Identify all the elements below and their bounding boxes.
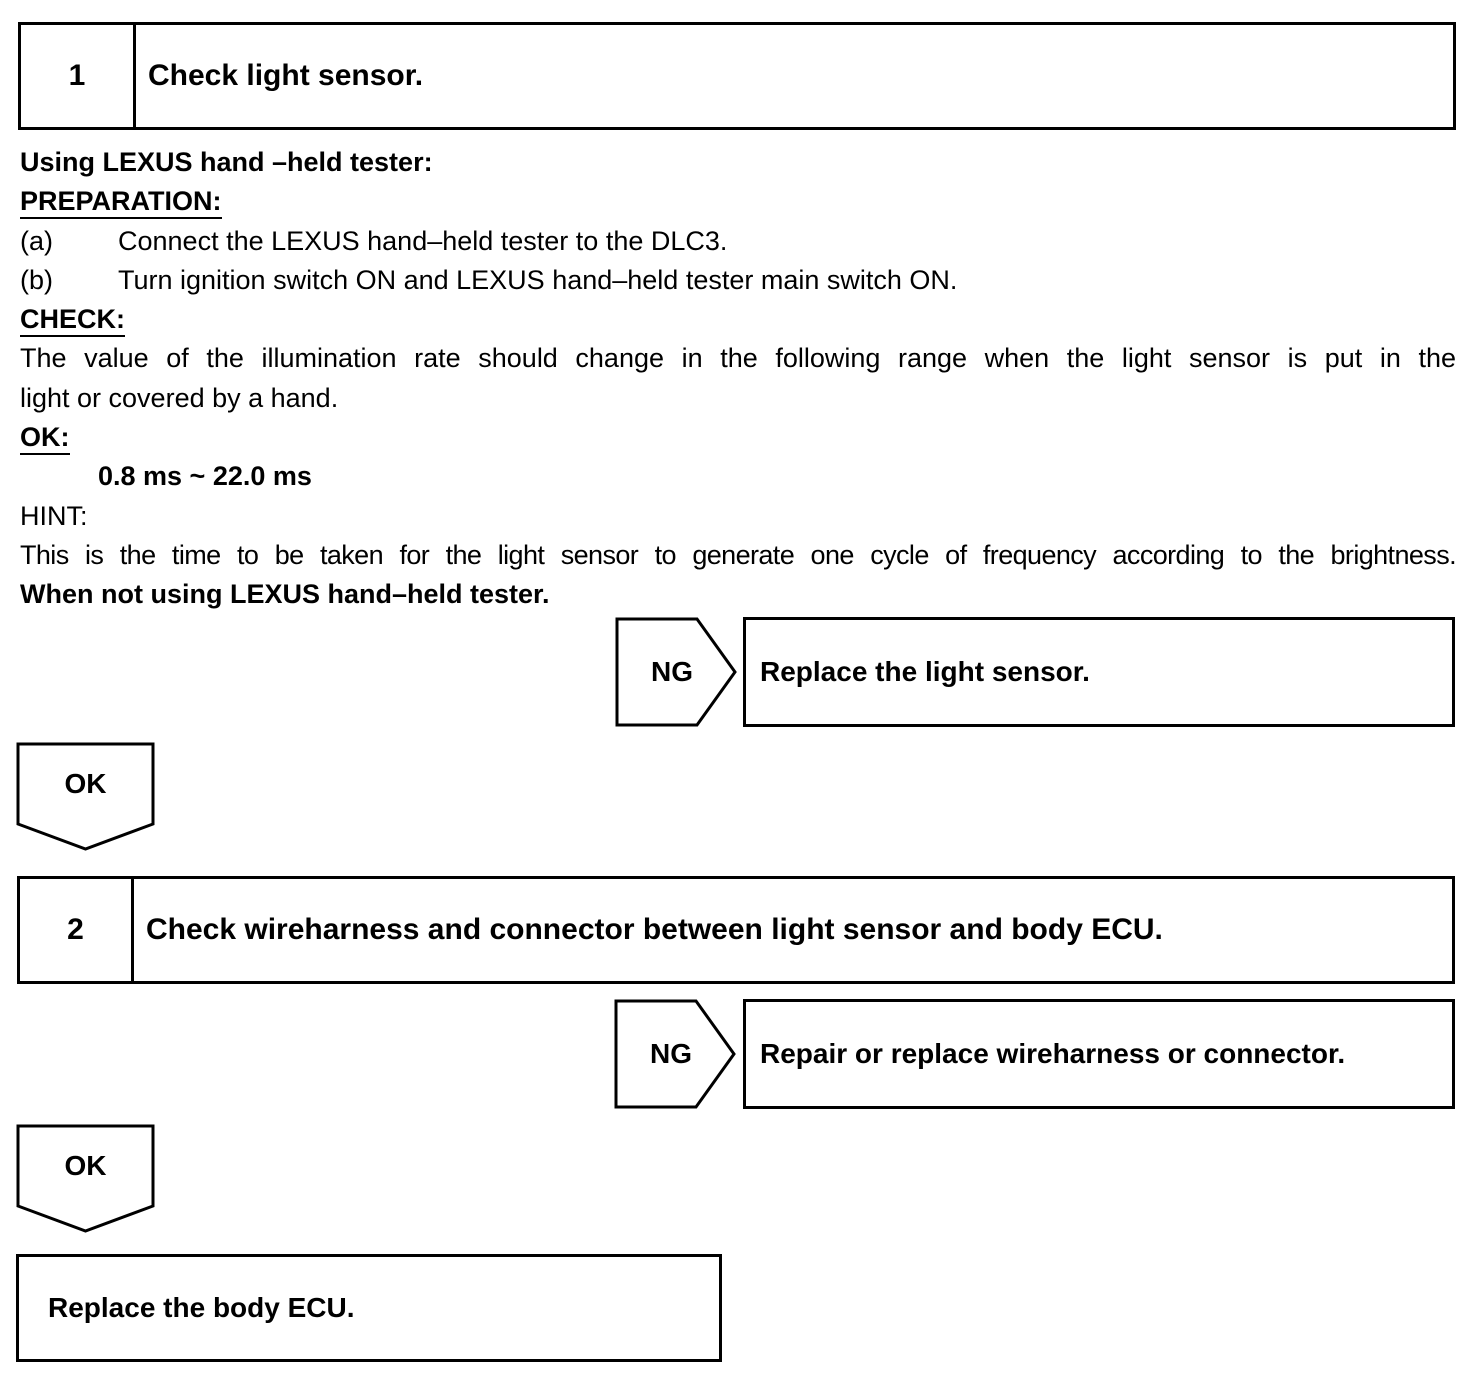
- preparation-item-a: [20, 225, 728, 257]
- check-heading-text: CHECK:: [20, 304, 125, 337]
- ng1-result-box: [743, 617, 1455, 727]
- final-result-text: Replace the body ECU.: [48, 1292, 355, 1323]
- ok-spec-value: 0.8 ms ~ 22.0 ms: [98, 461, 312, 491]
- ok-heading-text: OK:: [20, 422, 70, 455]
- ok-heading: [20, 421, 70, 453]
- step2-box: [17, 876, 1455, 984]
- check-heading: [20, 303, 125, 335]
- ng1-result-text: Replace the light sensor.: [760, 656, 1090, 687]
- preparation-heading-text: PREPARATION:: [20, 186, 222, 219]
- item-text: Connect the LEXUS hand–held tester to the DLC3.: [118, 226, 728, 256]
- item-marker: (a): [20, 226, 53, 256]
- ok1-label: OK: [64, 768, 107, 799]
- hint-text: This is the time to be taken for the light sensor to generate one cycle of frequency according to the brightness.: [20, 540, 1456, 570]
- using-tester-heading: Using LEXUS hand –held tester:: [20, 147, 433, 177]
- item-marker: (b): [20, 265, 53, 295]
- hint-heading: HINT:: [20, 501, 88, 531]
- ok2-label: OK: [64, 1150, 107, 1181]
- step1-title: Check light sensor.: [148, 59, 424, 92]
- step1-number: 1: [21, 25, 136, 127]
- step2-title: Check wireharness and connector between light sensor and body ECU.: [146, 913, 1163, 946]
- check-text-line2: light or covered by a hand.: [20, 383, 339, 413]
- preparation-heading: [20, 185, 222, 217]
- check-text-line1: The value of the illumination rate should change in the following range when the light sensor is put in the: [20, 343, 1456, 373]
- step2-number: 2: [20, 879, 134, 981]
- not-using-tester-heading: When not using LEXUS hand–held tester.: [20, 579, 550, 609]
- preparation-item-b: [20, 264, 958, 296]
- ng1-label: NG: [651, 656, 693, 687]
- ng2-result-text: Repair or replace wireharness or connector.: [760, 1038, 1346, 1069]
- step1-box: [18, 22, 1456, 130]
- ng2-result-box: [743, 999, 1455, 1109]
- ng2-label: NG: [650, 1038, 692, 1069]
- final-result-box: [16, 1254, 722, 1362]
- item-text: Turn ignition switch ON and LEXUS hand–held tester main switch ON.: [118, 265, 958, 295]
